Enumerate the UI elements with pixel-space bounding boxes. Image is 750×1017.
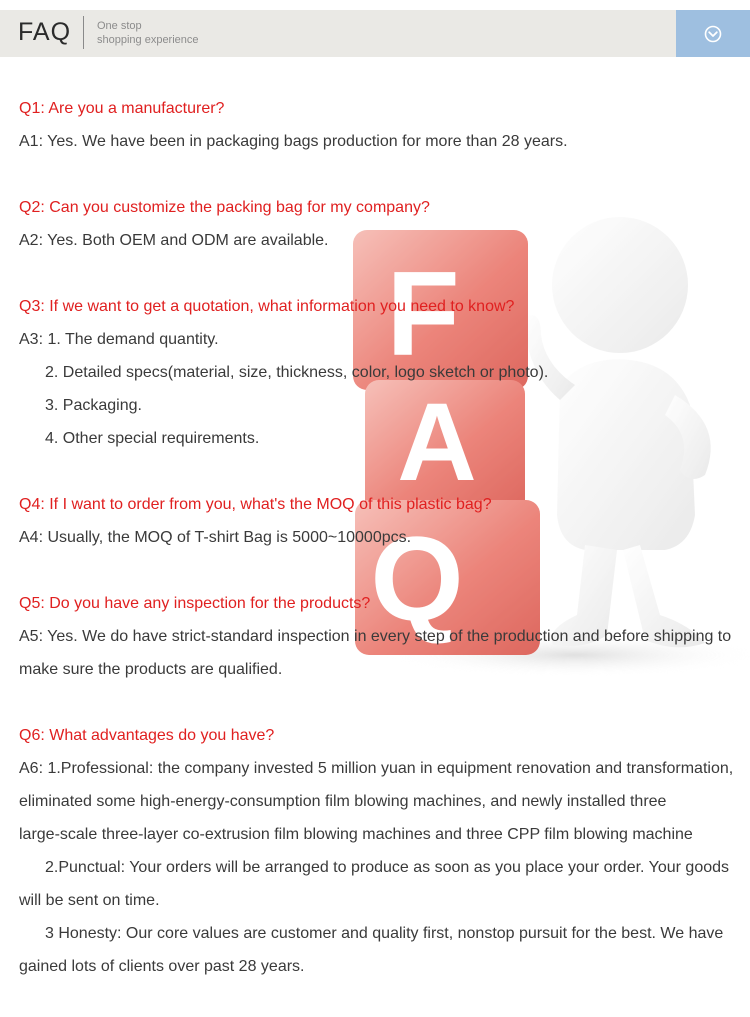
faq-answer-3-line-1: A3: 1. The demand quantity. (19, 331, 219, 348)
faq-answer-4: A4: Usually, the MOQ of T-shirt Bag is 5000~10000pcs. (19, 529, 412, 546)
faq-question-2: Q2: Can you customize the packing bag for my company? (19, 199, 430, 216)
header-title: FAQ (18, 18, 72, 46)
faq-header (0, 10, 750, 57)
cube-letter-a: A (397, 381, 477, 504)
faq-answer-6-line-5: will be sent on time. (19, 892, 160, 909)
faq-cubes (353, 230, 540, 655)
faq-answer-6-line-1: A6: 1.Professional: the company invested 5 million yuan in equipment renovation and transformation, (19, 760, 734, 777)
faq-answer-6-line-7: gained lots of clients over past 28 years. (19, 958, 305, 975)
cube-letter-q: Q (370, 512, 464, 646)
faq-answer-3-line-4: 4. Other special requirements. (45, 430, 260, 447)
faq-answer-6-line-4: 2.Punctual: Your orders will be arranged to produce as soon as you place your order. Your goods (45, 859, 730, 876)
faq-illustration (345, 215, 750, 685)
faq-answer-2: A2: Yes. Both OEM and ODM are available. (19, 232, 329, 249)
chevron-down-circle-icon (704, 25, 722, 43)
faq-question-4: Q4: If I want to order from you, what's the MOQ of this plastic bag? (19, 496, 492, 513)
faq-answer-3-line-3: 3. Packaging. (45, 397, 142, 414)
faq-answer-1: A1: Yes. We have been in packaging bags production for more than 28 years. (19, 133, 568, 150)
white-figure (525, 217, 711, 647)
faq-question-5: Q5: Do you have any inspection for the products? (19, 595, 371, 612)
header-subtitle-line2: shopping experience (97, 34, 199, 46)
faq-answer-6-line-3: large-scale three-layer co-extrusion film blowing machines and three CPP film blowing machine (19, 826, 693, 843)
faq-answer-6-line-2: eliminated some high-energy-consumption film blowing machines, and newly installed three (19, 793, 667, 810)
faq-question-1: Q1: Are you a manufacturer? (19, 100, 225, 117)
cube-letter-f: F (386, 247, 460, 381)
faq-answer-3-line-2: 2. Detailed specs(material, size, thickness, color, logo sketch or photo). (45, 364, 549, 381)
faq-answer-5-line-1: A5: Yes. We do have strict-standard inspection in every step of the production and before shipping to (19, 628, 732, 645)
faq-answer-5-line-2: make sure the products are qualified. (19, 661, 283, 678)
faq-answer-6-line-6: 3 Honesty: Our core values are customer and quality first, nonstop pursuit for the best. We have (45, 925, 724, 942)
header-subtitle-line1: One stop (97, 20, 142, 32)
header-divider (83, 16, 84, 49)
expand-button[interactable] (676, 10, 750, 57)
faq-question-3: Q3: If we want to get a quotation, what information you need to know? (19, 298, 515, 315)
faq-question-6: Q6: What advantages do you have? (19, 727, 275, 744)
